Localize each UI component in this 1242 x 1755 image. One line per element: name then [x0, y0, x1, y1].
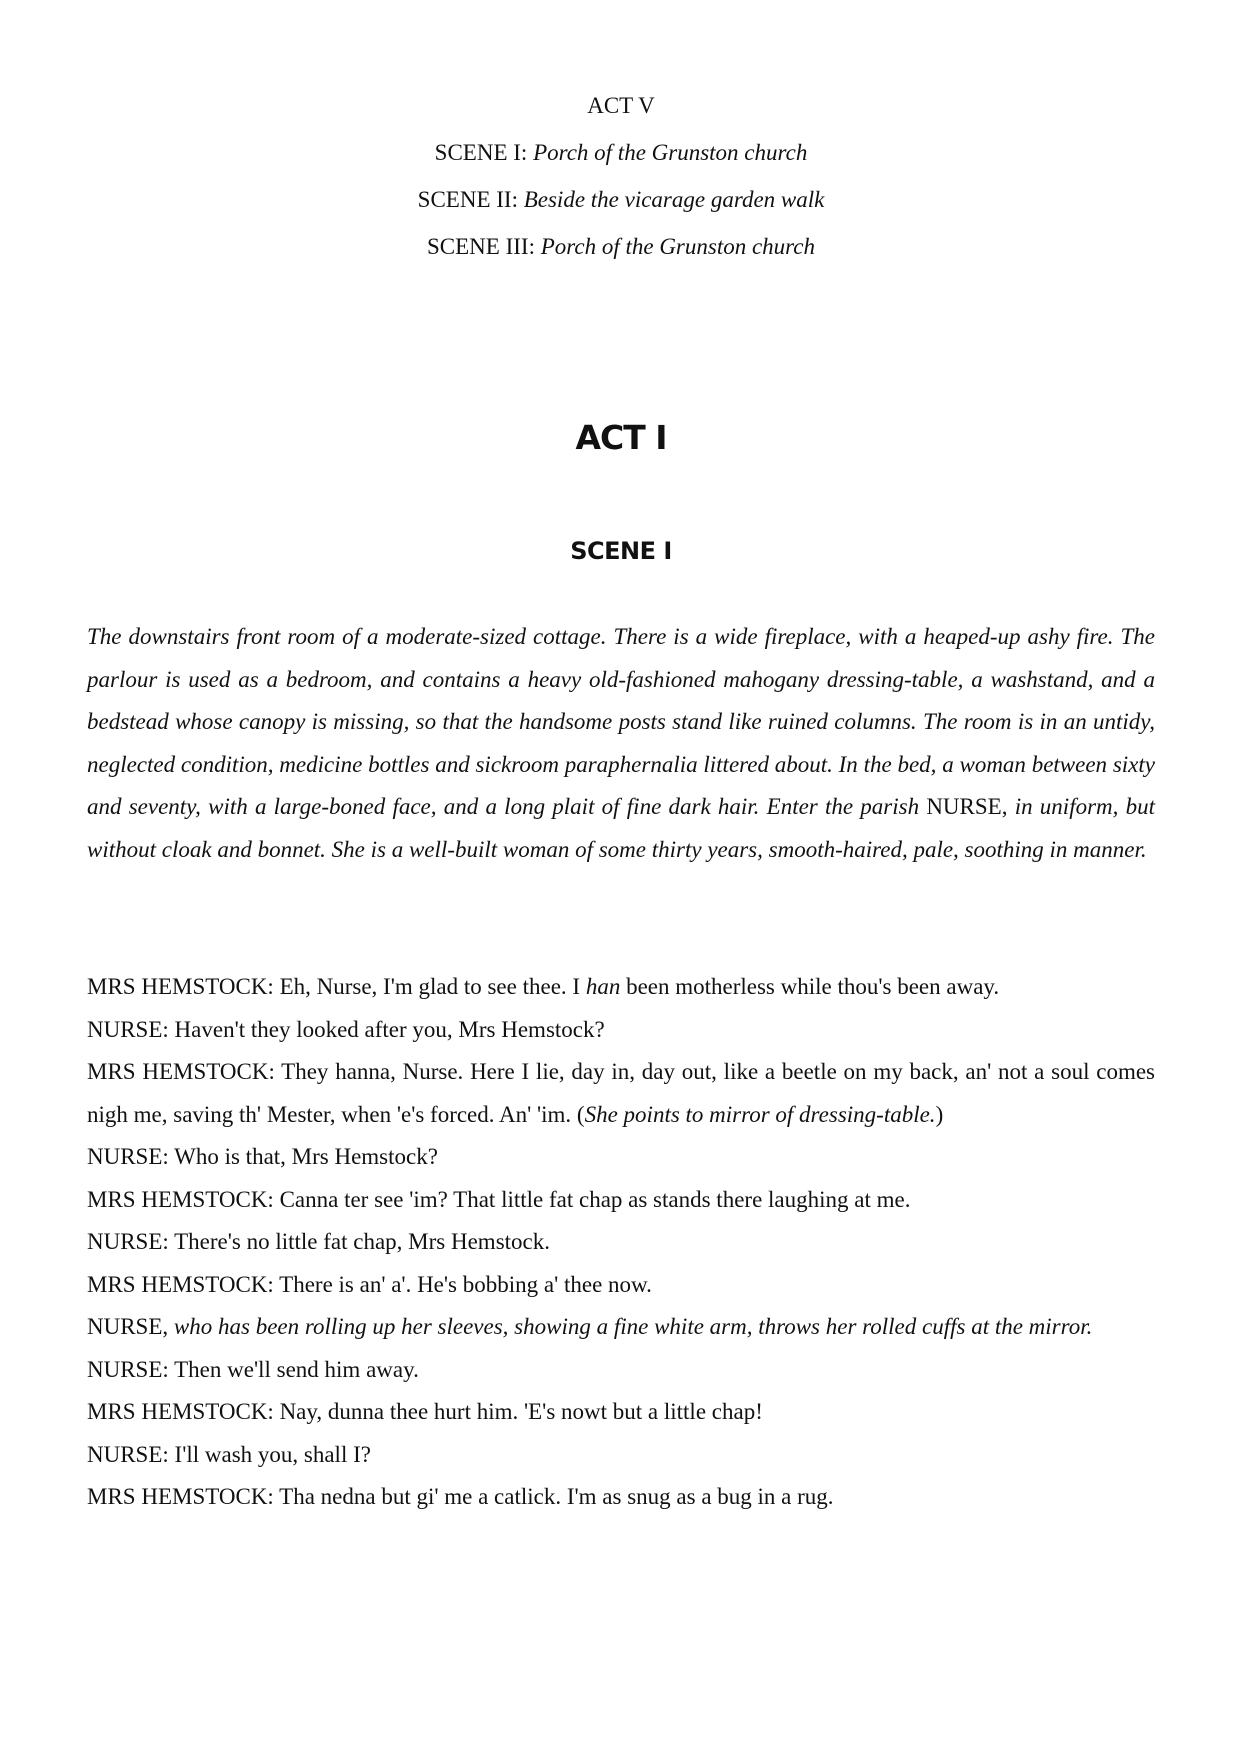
dialogue-line [87, 1306, 1155, 1349]
scene-label: SCENE II: [417, 187, 518, 212]
stage-direction-inline: She points to mirror of dressing-table. [584, 1101, 936, 1127]
dialogue-line: MRS HEMSTOCK: Nay, dunna thee hurt him. 'E's nowt but a little chap! [87, 1399, 763, 1424]
dialogue-line [87, 966, 1155, 1009]
character-name: NURSE, [87, 1314, 169, 1339]
dialogue-line: NURSE: I'll wash you, shall I? [87, 1441, 371, 1467]
scene-heading: SCENE I [570, 537, 672, 565]
contents-scene-line [0, 223, 1242, 270]
dialogue-line: NURSE: Who is that, Mrs Hemstock? [87, 1144, 438, 1169]
scene-list [0, 82, 1242, 270]
scene-label: SCENE I: [434, 140, 528, 165]
character-name: NURSE, [926, 794, 1008, 819]
contents-scene-line [0, 176, 1242, 223]
stage-direction-text: in uniform, but without cloak and bonnet. She is a well-built woman of some thirty years, smooth-haired, pale, soothing in manner. [87, 794, 1156, 862]
scene-label: SCENE III: [427, 234, 535, 259]
scene-place: Porch of the Grunston church [533, 140, 808, 165]
dialogue-text: MRS HEMSTOCK: Eh, Nurse, I'm glad to see thee. I [87, 974, 586, 999]
dialogue-line: MRS HEMSTOCK: Tha nedna but gi' me a catlick. I'm as snug as a bug in a rug. [87, 1484, 834, 1509]
contents-scene-line [0, 129, 1242, 176]
emphasis-text: han [585, 974, 621, 999]
stage-direction [87, 616, 1155, 871]
dialogue-line: NURSE: There's no little fat chap, Mrs Hemstock. [87, 1229, 550, 1254]
scene-place: Porch of the Grunston church [540, 234, 815, 259]
act-heading: ACT I [575, 418, 667, 457]
dialogue-text: ) [935, 1101, 944, 1127]
dialogue-line: MRS HEMSTOCK: Canna ter see 'im? That little fat chap as stands there laughing at me. [87, 1186, 911, 1212]
stage-direction-text: The downstairs front room of a moderate-sized cottage. There is a wide fireplace, with a heaped-up ashy fire. The parlour is used as a bedroom, and contains a heavy old-fashioned mahogany dressing-table, a washstand, and a bedstead whose canopy is missing, so that the handsome posts stand like ruined columns. The room is in an untidy, neglected condition, medicine bottles and sickroom paraphernalia littered about. In the bed, a woman between sixty and seventy, with a large-boned face, and a long plait of fine dark hair. Enter the parish [87, 624, 1155, 819]
dialogue-text: been motherless while thou's been away. [620, 974, 1000, 999]
contents-act-label: ACT V [587, 93, 655, 118]
dialogue [87, 966, 1155, 1519]
dialogue-line: NURSE: Haven't they looked after you, Mrs Hemstock? [87, 1016, 605, 1042]
dialogue-line: NURSE: Then we'll send him away. [87, 1356, 419, 1382]
dialogue-line: MRS HEMSTOCK: There is an' a'. He's bobbing a' thee now. [87, 1271, 652, 1297]
dialogue-text: MRS HEMSTOCK: They hanna, Nurse. Here I lie, day in, day out, like a beetle on my back, an' not a soul comes nigh me, saving th' Mester, when 'e's forced. An' 'im. ( [87, 1059, 1155, 1127]
stage-direction-inline: who has been rolling up her sleeves, showing a fine white arm, throws her rolled cuffs at the mirror. [168, 1314, 1093, 1339]
scene-place: Beside the vicarage garden walk [523, 187, 825, 212]
dialogue-line [87, 1051, 1155, 1136]
